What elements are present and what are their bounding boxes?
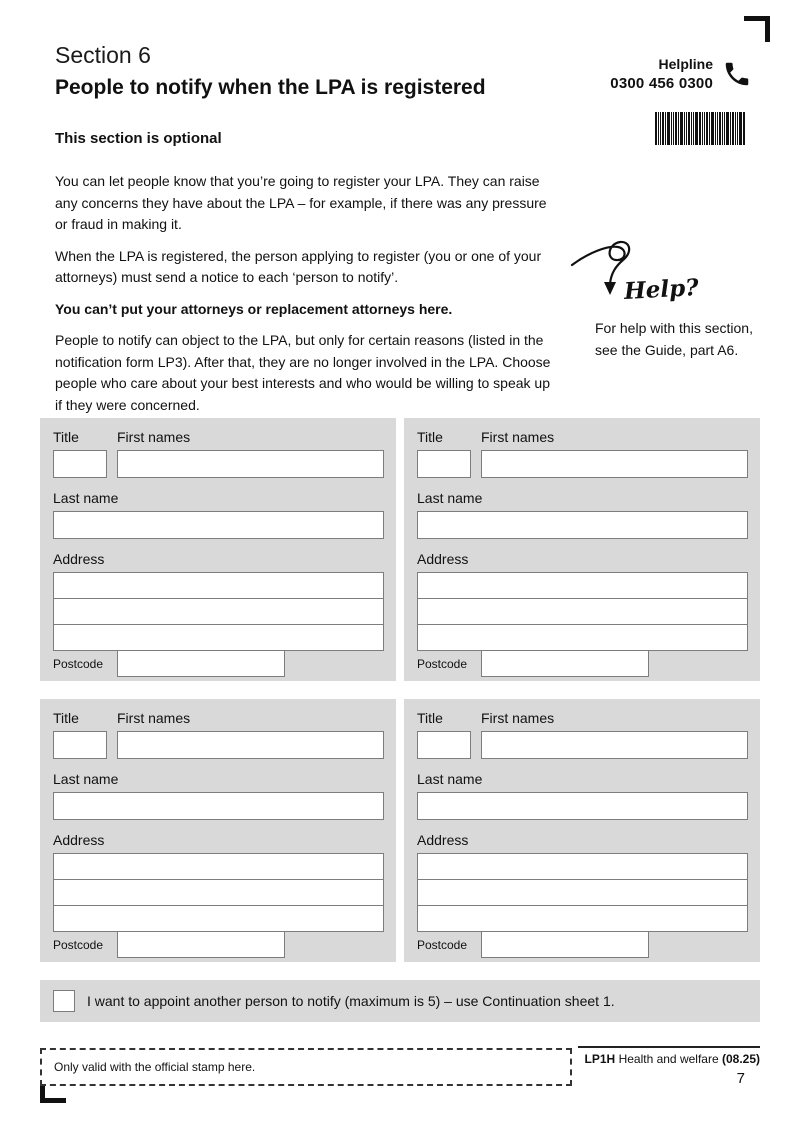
address-line-3-input[interactable] xyxy=(53,905,384,932)
intro-paragraph-1: You can let people know that you’re going to register your LPA. They can raise any concerns they have about the LPA – for example, if there was any pressure or fraud in making it. xyxy=(55,173,547,232)
postcode-input[interactable] xyxy=(481,650,649,677)
address-line-3-input[interactable] xyxy=(417,624,748,651)
section-label: Section 6 xyxy=(55,42,151,68)
last-name-input[interactable] xyxy=(417,511,748,539)
phone-icon xyxy=(722,59,752,89)
last-name-input[interactable] xyxy=(53,511,384,539)
first-names-label: First names xyxy=(117,429,191,445)
postcode-label: Postcode xyxy=(417,937,468,952)
address-line-2-input[interactable] xyxy=(53,598,384,625)
help-title: Help? xyxy=(623,274,700,305)
title-input[interactable] xyxy=(53,731,107,759)
optional-heading: This section is optional xyxy=(55,130,222,147)
corner-mark-top-right xyxy=(744,16,770,42)
first-names-input[interactable] xyxy=(117,731,384,759)
last-name-label: Last name xyxy=(53,490,119,506)
form-name: Health and welfare xyxy=(618,1052,719,1066)
title-label: Title xyxy=(53,710,79,726)
stamp-note: Only valid with the official stamp here. xyxy=(54,1060,256,1074)
last-name-input[interactable] xyxy=(417,792,748,820)
person-to-notify-box-4 xyxy=(404,699,760,962)
people-to-notify-grid xyxy=(40,418,760,962)
helpline-label: Helpline xyxy=(658,56,713,72)
continuation-checkbox[interactable] xyxy=(53,990,75,1012)
postcode-label: Postcode xyxy=(53,656,104,671)
helpline xyxy=(610,56,752,92)
page-number: 7 xyxy=(736,1070,745,1087)
person-to-notify-box-2 xyxy=(404,418,760,681)
intro-paragraph-3: People to notify can object to the LPA, but only for certain reasons (listed in the notification form LP3). After that, they are no longer involved in the LPA. Choose people who care about your best interests and who would be willing to speak up if they were concerned. xyxy=(55,332,551,413)
address-label: Address xyxy=(53,551,105,567)
last-name-label: Last name xyxy=(53,771,119,787)
address-line-2-input[interactable] xyxy=(417,879,748,906)
help-text: For help with this section, see the Guide, part A6. xyxy=(595,320,753,358)
person-to-notify-box-1 xyxy=(40,418,396,681)
first-names-label: First names xyxy=(117,710,191,726)
header xyxy=(55,42,486,100)
form-version: (08.25) xyxy=(721,1052,760,1066)
intro-text xyxy=(55,130,560,426)
postcode-label: Postcode xyxy=(417,656,468,671)
postcode-label: Postcode xyxy=(53,937,104,952)
address-line-1-input[interactable] xyxy=(417,853,748,880)
title-input[interactable] xyxy=(417,731,471,759)
intro-paragraph-2: When the LPA is registered, the person applying to register (you or one of your attorneys) must send a notice to each ‘person to notify’. xyxy=(55,247,542,285)
address-label: Address xyxy=(53,832,105,848)
last-name-label: Last name xyxy=(417,490,483,506)
official-stamp-box xyxy=(40,1048,572,1086)
barcode xyxy=(655,112,745,145)
title-label: Title xyxy=(417,429,443,445)
footer-rule xyxy=(578,1046,760,1048)
first-names-input[interactable] xyxy=(481,731,748,759)
postcode-input[interactable] xyxy=(117,650,285,677)
page-title: People to notify when the LPA is registered xyxy=(55,76,486,99)
helpline-number: 0300 456 0300 xyxy=(610,75,713,92)
title-input[interactable] xyxy=(53,450,107,478)
address-line-1-input[interactable] xyxy=(53,572,384,599)
address-line-3-input[interactable] xyxy=(417,905,748,932)
last-name-input[interactable] xyxy=(53,792,384,820)
intro-bold-note: You can’t put your attorneys or replacement attorneys here. xyxy=(55,300,453,317)
person-to-notify-box-3 xyxy=(40,699,396,962)
address-line-1-input[interactable] xyxy=(53,853,384,880)
title-label: Title xyxy=(417,710,443,726)
address-label: Address xyxy=(417,832,469,848)
address-line-2-input[interactable] xyxy=(53,879,384,906)
first-names-input[interactable] xyxy=(481,450,748,478)
title-input[interactable] xyxy=(417,450,471,478)
form-code: LP1H xyxy=(584,1052,616,1066)
address-line-2-input[interactable] xyxy=(417,598,748,625)
first-names-label: First names xyxy=(481,710,555,726)
address-line-3-input[interactable] xyxy=(53,624,384,651)
continuation-label: I want to appoint another person to notify (maximum is 5) – use Continuation sheet 1. xyxy=(87,993,615,1009)
continuation-bar xyxy=(40,980,760,1022)
last-name-label: Last name xyxy=(417,771,483,787)
address-line-1-input[interactable] xyxy=(417,572,748,599)
first-names-label: First names xyxy=(481,429,555,445)
address-label: Address xyxy=(417,551,469,567)
first-names-input[interactable] xyxy=(117,450,384,478)
postcode-input[interactable] xyxy=(481,931,649,958)
title-label: Title xyxy=(53,429,79,445)
postcode-input[interactable] xyxy=(117,931,285,958)
form-meta xyxy=(585,1052,760,1066)
